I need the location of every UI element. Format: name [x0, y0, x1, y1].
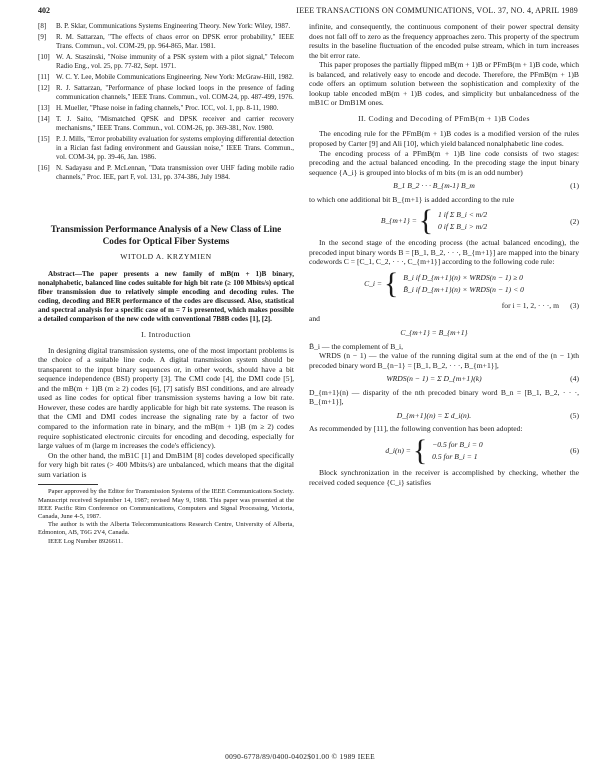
reference-list — [38, 22, 294, 182]
reference-item: [12] R. J. Sattarzan, "Performance of phase locked loops in the presence of fading communication channels," IEEE Trans. Commun., vol. COM-24, pp. 487-499, 1976. — [38, 84, 294, 101]
section-heading-coding: II. Coding and Decoding of PFmB(m + 1)B Codes — [358, 113, 530, 123]
reference-item: [8] B. P. Sklar, Communications Systems Engineering Theory. New York: Wiley, 1987. — [38, 22, 291, 30]
equation-3-condition: for i = 1, 2, · · ·, m (3) — [501, 300, 579, 310]
footnote-line: IEEE Log Number 8926611. — [48, 537, 123, 545]
journal-running-head: IEEE TRANSACTIONS ON COMMUNICATIONS, VOL. 37, NO. 4, APRIL 1989 — [296, 6, 578, 15]
body-paragraph: infinite, and consequently, the continuous component of their power spectral density does not fall off to zero as the frequency approaches zero. This property of the spectrum results in the baseline fluctuation of the encoded pulse stream, which in turn increases the bit error rate. — [309, 22, 579, 60]
body-paragraph: to which one additional bit B_{m+1} is added according to the rule — [309, 194, 514, 204]
paper-title: Transmission Performance Analysis of a New Class of Line Codes for Optical Fiber Systems — [50, 224, 282, 246]
section-heading-introduction: I. Introduction — [141, 330, 191, 340]
reference-item: [16] N. Sadayasu and P. McLennan, "Data transmission over UHF fading mobile radio channels," Proc. IEE, part F, vol. 131, pp. 374-386, July 1984. — [38, 164, 294, 181]
equation-6: d_i(n) = { −0.5 for B_i = 0 0.5 for B_i = 1 (6) — [385, 433, 579, 467]
reference-item: [11] W. C. Y. Lee, Mobile Communications Engineering. New York: McGraw-Hill, 1982. — [38, 73, 294, 81]
body-paragraph: B̄_i — the complement of B_i, — [309, 341, 404, 351]
equation-1: B_1 B_2 · · · B_{m-1} B_m (1) — [393, 181, 579, 191]
footnote — [38, 488, 294, 545]
reference-item: [14] T. J. Saito, "Mismatched QPSK and DPSK receiver and carrier recovery mechanisms," IEEE Trans. Commun., vol. COM-26, pp. 369-381, Nov. 1980. — [38, 115, 294, 132]
right-column — [309, 22, 579, 487]
paper-author: WITOLD A. KRZYMIEN — [120, 252, 212, 261]
reference-item: [10] W. A. Staszinski, "Noise immunity of a PSK system with a pilot signal," Telecom Radio Eng., vol. 25, pp. 77-82, Sept. 1971. — [38, 53, 294, 70]
equation-2: B_{m+1} = { 1 if Σ B_i < m/2 0 if Σ B_i > m/2 (2) — [380, 204, 579, 238]
body-paragraph: This paper proposes the partially flipped mB(m + 1)B or PFmB(m + 1)B code, which is balanced, and relatively easy to encode and decode. Therefore, the PFmB(m + 1)B code offers an optimum solution between the sophistication and complexity of the lookup table encoded mB(m + 1)B codes, and simplicity but unbalancedness of the mB1C or DmB1M ones. — [309, 60, 579, 108]
intro-paragraph-1: In designing digital transmission systems, one of the most important problems is the choice of a suitable line code. A digital transmission system should be transparent to the input binary sequences or, in other words, should have a bit sequence independence (BSI) property [3]. The CMI code [4], the DMI code [5], and the mB(m + 1)B (m ≥ 2) codes [6], [7] satisfy BSI conditions, and are already used as line codes for optical fiber transmission systems having a low bit rate. However, these codes are hardly applicable for high bit rate systems. The reason is that the CMI and DMI codes increase the signaling rate by a factor of two compared to the information rate in binary, and the mB(m + 1)B (m ≥ 2) codes require sophisticated electronic circuits for encoding and decoding, especially for large values of m (large m increases the code's efficiency). — [38, 345, 294, 451]
reference-item: [15] P. J. Mills, "Error probability evaluation for systems employing differential detection in a Rician fast fading environment and Gaussian noise," IEEE Trans. Commun., vol. COM-34, pp. 39-46, Jan. 1986. — [38, 135, 294, 161]
page-header — [38, 6, 578, 20]
page-number: 402 — [38, 6, 50, 15]
body-paragraph: WRDS (n − 1) — the value of the running digital sum at the end of the (n − 1)th precoded binary word B_{n−1} = [B_1, B_2, · · ·, B_{m+1}], — [309, 351, 579, 370]
body-paragraph: As recommended by [11], the following convention has been adopted: — [309, 424, 523, 434]
body-paragraph: Block synchronization in the receiver is accomplished by checking, whether the received coded sequence {C_i} satisfies — [309, 467, 579, 487]
reference-item: [13] H. Mueller, "Phase noise in fading channels," Proc. ICC, vol. 1, pp. 8-11, 1980. — [38, 104, 279, 112]
body-paragraph: In the second stage of the encoding process (the actual balanced encoding), the precoded input binary words B = [B_1, B_2, · · ·, B_{m+1}] are mapped into the binary codewords C = [C_1, C_2, · · ·, C_{m+1}] according to the following code rule: — [309, 238, 579, 267]
abstract: Abstract—The paper presents a new family of mB(m + 1)B binary, nonalphabetic, balanced line codes suitable for high bit rate (≥ 100 Mbits/s) optical fiber transmission due to relatively simple encoding and decoding rules. The coding, decoding and BER performance of the codes are discussed. Also, statistical and spectral analysis for a specific case of m = 7 is presented, which makes possible a detailed comparison of the new code with conventional 7B8B codes [1], [2]. — [38, 269, 294, 324]
footnote-divider — [38, 484, 98, 485]
intro-paragraph-2: On the other hand, the mB1C [1] and DmB1M [8] codes developed specifically for very high bit rates (> 400 Mbits/s) are unbalanced, which means that the digital sum variation is — [38, 450, 294, 479]
reference-item: [9] R. M. Sattarzan, "The effects of chaos error on DPSK error probability," IEEE Trans. Commun., vol. COM-29, pp. 964-865, Mar. 1981. — [38, 33, 294, 50]
left-column — [38, 22, 294, 546]
footnote-line: Paper approved by the Editor for Transmission Systems of the IEEE Communications Society. Manuscript received September 14, 1987; revised May 9, 1988. This paper was presented at the IEEE Pacific Rim Conference on Communications, Computers and Signal Processing, Victoria, Canada, June 4-5, 1987. — [38, 488, 294, 520]
footnote-line: The author is with the Alberta Telecommunications Research Centre, University of Alberta, Edmonton, AB, T6G 2V4, Canada. — [38, 521, 294, 537]
body-text-and: and — [309, 314, 320, 324]
body-paragraph: The encoding process of a PFmB(m + 1)B line code consists of two stages: precoding and the actual balanced encoding. In the precoding stage the input binary sequence {A_i} is grouped into blocks of m bits (m is an odd number) — [309, 148, 579, 177]
equation-3b: C_{m+1} = B_{m+1} — [400, 328, 468, 338]
body-paragraph: D_{m+1}(n) — disparity of the nth precoded binary word B_n = [B_1, B_2, · · ·, B_{m+1}], — [309, 387, 579, 407]
copyright-footer: 0090-6778/89/0400-0402$01.00 © 1989 IEEE — [225, 752, 375, 761]
equation-4: WRDS(n − 1) = Σ D_{m+1}(k) (4) — [386, 374, 579, 384]
equation-3: C_i = { B_i if D_{m+1}(n) × WRDS(n − 1) ≥ 0 B̄_i if D_{m+1}(n) × WRDS(n − 1) < 0 — [364, 266, 524, 300]
body-paragraph: The encoding rule for the PFmB(m + 1)B codes is a modified version of the rules proposed by Carter [9] and Ali [10], which yield balanced nonalphabetic line codes. — [309, 129, 579, 149]
equation-5: D_{m+1}(n) = Σ d_i(n). (5) — [396, 410, 579, 420]
